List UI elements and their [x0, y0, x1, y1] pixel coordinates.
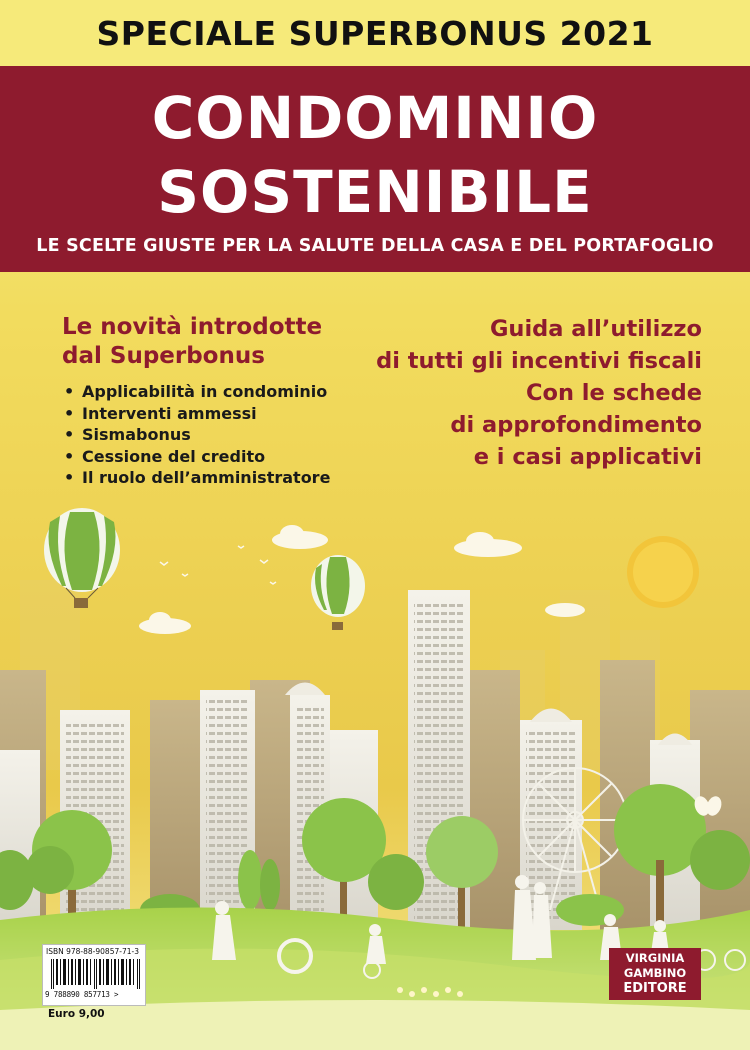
- feature-list: [62, 381, 392, 489]
- left-heading-line-2: dal Superbonus: [62, 343, 265, 369]
- hot-air-balloon-icon: [311, 555, 365, 630]
- price-label: Euro 9,00: [48, 1008, 105, 1020]
- sun-icon: [627, 536, 699, 608]
- title-line-1: CONDOMINIO: [151, 84, 599, 152]
- kicker-text: SPECIALE SUPERBONUS 2021: [96, 13, 654, 53]
- publisher-line-3: EDITORE: [609, 981, 701, 996]
- list-item: • Il ruolo dell’amministratore: [62, 467, 392, 489]
- barcode: [42, 944, 146, 1006]
- title-line-2: SOSTENIBILE: [157, 158, 593, 226]
- barcode-bars: [51, 959, 141, 989]
- publisher-line-1: VIRGINIA: [625, 951, 685, 965]
- subtitle: LE SCELTE GIUSTE PER LA SALUTE DELLA CASA E DEL PORTAFOGLIO: [36, 236, 714, 256]
- publisher-line-2: GAMBINO: [623, 966, 687, 980]
- tagline-line: di tutti gli incentivi fiscali: [376, 348, 702, 374]
- tagline-line: Guida all’utilizzo: [489, 316, 702, 342]
- list-item: • Interventi ammessi: [62, 403, 392, 425]
- list-item: • Cessione del credito: [62, 446, 392, 468]
- list-item: • Applicabilità in condominio: [62, 381, 392, 403]
- right-tagline: [372, 313, 702, 473]
- barcode-digits: 9 788890 857713 >: [45, 990, 119, 999]
- series-kicker: [0, 0, 750, 66]
- publisher-logo: [609, 948, 701, 1000]
- left-features: [62, 313, 392, 489]
- tagline-line: di approfondimento: [450, 412, 702, 438]
- isbn-label: ISBN 978-88-90857-71-3: [46, 947, 139, 956]
- tagline-line: e i casi applicativi: [473, 444, 702, 470]
- title-banner: [0, 66, 750, 272]
- list-item: • Sismabonus: [62, 424, 392, 446]
- left-heading-line-1: Le novità introdotte: [62, 314, 323, 340]
- tagline-line: Con le schede: [525, 380, 702, 406]
